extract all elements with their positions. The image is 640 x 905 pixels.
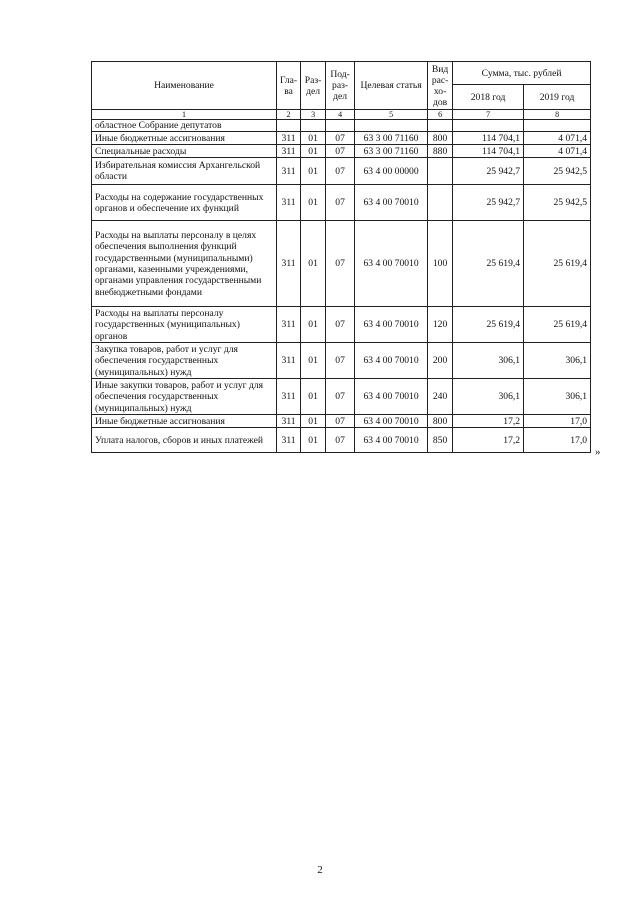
- table-row: [92, 415, 591, 428]
- row-subsection: 07: [326, 428, 355, 453]
- header-name: Наименование: [92, 62, 277, 110]
- row-section: 01: [301, 415, 326, 428]
- row-target: 63 4 00 00000: [355, 158, 428, 185]
- table-row: [92, 379, 591, 415]
- row-target: 63 3 00 71160: [355, 145, 428, 158]
- row-chapter: 311: [277, 415, 301, 428]
- table-body: [92, 120, 591, 453]
- row-expense-type: 100: [428, 221, 453, 307]
- row-subsection: 07: [326, 185, 355, 221]
- row-name: Иные бюджетные ассигнования: [92, 415, 277, 428]
- row-name: Иные закупки товаров, работ и услуг для обеспечения государственных (муниципальных) нужд: [92, 379, 277, 415]
- table-row: [92, 158, 591, 185]
- row-sum-2019: 25 942,5: [524, 185, 591, 221]
- row-name: Иные бюджетные ассигнования: [92, 132, 277, 145]
- row-sum-2019: 4 071,4: [524, 145, 591, 158]
- row-sum-2019: 25 619,4: [524, 307, 591, 343]
- row-name: Расходы на содержание государственных органов и обеспечение их функций: [92, 185, 277, 221]
- column-index: 3: [301, 110, 326, 120]
- row-name: Расходы на выплаты персоналу государственных (муниципальных) органов: [92, 307, 277, 343]
- row-target: 63 4 00 70010: [355, 221, 428, 307]
- row-section: 01: [301, 132, 326, 145]
- row-chapter: 311: [277, 428, 301, 453]
- row-name: Специальные расходы: [92, 145, 277, 158]
- row-section: [301, 120, 326, 132]
- table-row: [92, 185, 591, 221]
- row-name: Закупка товаров, работ и услуг для обеспечения государственных (муниципальных) нужд: [92, 343, 277, 379]
- row-sum-2018: 25 619,4: [453, 307, 524, 343]
- column-index: 6: [428, 110, 453, 120]
- column-index: 8: [524, 110, 591, 120]
- row-target: 63 4 00 70010: [355, 379, 428, 415]
- row-section: 01: [301, 379, 326, 415]
- row-sum-2019: 25 942,5: [524, 158, 591, 185]
- row-sum-2018: 25 942,7: [453, 158, 524, 185]
- row-sum-2018: 306,1: [453, 379, 524, 415]
- row-subsection: 07: [326, 343, 355, 379]
- header-target: Целевая статья: [355, 62, 428, 110]
- row-sum-2018: 17,2: [453, 428, 524, 453]
- budget-table: [91, 61, 591, 453]
- column-index: 4: [326, 110, 355, 120]
- row-expense-type: 800: [428, 132, 453, 145]
- row-name: Избирательная комиссия Архангельской области: [92, 158, 277, 185]
- row-chapter: 311: [277, 221, 301, 307]
- header-year-2018: 2018 год: [453, 85, 524, 110]
- row-sum-2018: [453, 120, 524, 132]
- row-sum-2019: 17,0: [524, 428, 591, 453]
- row-sum-2019: 306,1: [524, 343, 591, 379]
- row-target: 63 3 00 71160: [355, 132, 428, 145]
- row-expense-type: [428, 185, 453, 221]
- row-subsection: 07: [326, 221, 355, 307]
- row-chapter: 311: [277, 307, 301, 343]
- row-chapter: [277, 120, 301, 132]
- row-section: 01: [301, 158, 326, 185]
- row-sum-2019: 4 071,4: [524, 132, 591, 145]
- row-sum-2018: 114 704,1: [453, 145, 524, 158]
- header-expense-type: Вид рас-хо-дов: [428, 62, 453, 110]
- row-sum-2019: 25 619,4: [524, 221, 591, 307]
- row-target: [355, 120, 428, 132]
- table-row: [92, 145, 591, 158]
- row-target: 63 4 00 70010: [355, 307, 428, 343]
- row-expense-type: 200: [428, 343, 453, 379]
- header-sum: Сумма, тыс. рублей: [453, 62, 591, 85]
- row-expense-type: 120: [428, 307, 453, 343]
- row-name: Расходы на выплаты персоналу в целях обеспечения выполнения функций государственными (муниципальными) органами, казенными учреждениями, органами управления государственными внебюджетными фондами: [92, 221, 277, 307]
- row-sum-2019: [524, 120, 591, 132]
- row-subsection: 07: [326, 415, 355, 428]
- row-section: 01: [301, 185, 326, 221]
- table-row: [92, 307, 591, 343]
- table-header: [92, 62, 591, 120]
- row-sum-2018: 25 619,4: [453, 221, 524, 307]
- row-expense-type: [428, 120, 453, 132]
- row-sum-2018: 306,1: [453, 343, 524, 379]
- table-row: [92, 221, 591, 307]
- row-sum-2019: 306,1: [524, 379, 591, 415]
- column-index: 7: [453, 110, 524, 120]
- column-index: 5: [355, 110, 428, 120]
- row-target: 63 4 00 70010: [355, 185, 428, 221]
- row-target: 63 4 00 70010: [355, 428, 428, 453]
- row-chapter: 311: [277, 145, 301, 158]
- row-name: Уплата налогов, сборов и иных платежей: [92, 428, 277, 453]
- closing-quote: »: [595, 446, 601, 458]
- row-subsection: 07: [326, 307, 355, 343]
- table-row: [92, 132, 591, 145]
- row-sum-2018: 25 942,7: [453, 185, 524, 221]
- row-chapter: 311: [277, 185, 301, 221]
- row-chapter: 311: [277, 132, 301, 145]
- column-index: 1: [92, 110, 277, 120]
- row-name: областное Собрание депутатов: [92, 120, 277, 132]
- row-section: 01: [301, 145, 326, 158]
- row-sum-2018: 17,2: [453, 415, 524, 428]
- row-section: 01: [301, 221, 326, 307]
- row-target: 63 4 00 70010: [355, 343, 428, 379]
- row-chapter: 311: [277, 158, 301, 185]
- row-subsection: 07: [326, 132, 355, 145]
- row-expense-type: 800: [428, 415, 453, 428]
- row-section: 01: [301, 428, 326, 453]
- header-chapter: Гла-ва: [277, 62, 301, 110]
- table-row: [92, 120, 591, 132]
- row-expense-type: 850: [428, 428, 453, 453]
- row-section: 01: [301, 343, 326, 379]
- row-expense-type: 240: [428, 379, 453, 415]
- header-year-2019: 2019 год: [524, 85, 591, 110]
- row-expense-type: 880: [428, 145, 453, 158]
- header-subsection: Под-раз-дел: [326, 62, 355, 110]
- row-expense-type: [428, 158, 453, 185]
- row-sum-2019: 17,0: [524, 415, 591, 428]
- row-chapter: 311: [277, 379, 301, 415]
- table-row: [92, 343, 591, 379]
- row-section: 01: [301, 307, 326, 343]
- column-index-row: [92, 110, 591, 120]
- page-number: 2: [317, 864, 323, 876]
- row-target: 63 4 00 70010: [355, 415, 428, 428]
- row-sum-2018: 114 704,1: [453, 132, 524, 145]
- row-subsection: 07: [326, 379, 355, 415]
- column-index: 2: [277, 110, 301, 120]
- row-subsection: [326, 120, 355, 132]
- table-row: [92, 428, 591, 453]
- header-section: Раз-дел: [301, 62, 326, 110]
- row-chapter: 311: [277, 343, 301, 379]
- row-subsection: 07: [326, 145, 355, 158]
- row-subsection: 07: [326, 158, 355, 185]
